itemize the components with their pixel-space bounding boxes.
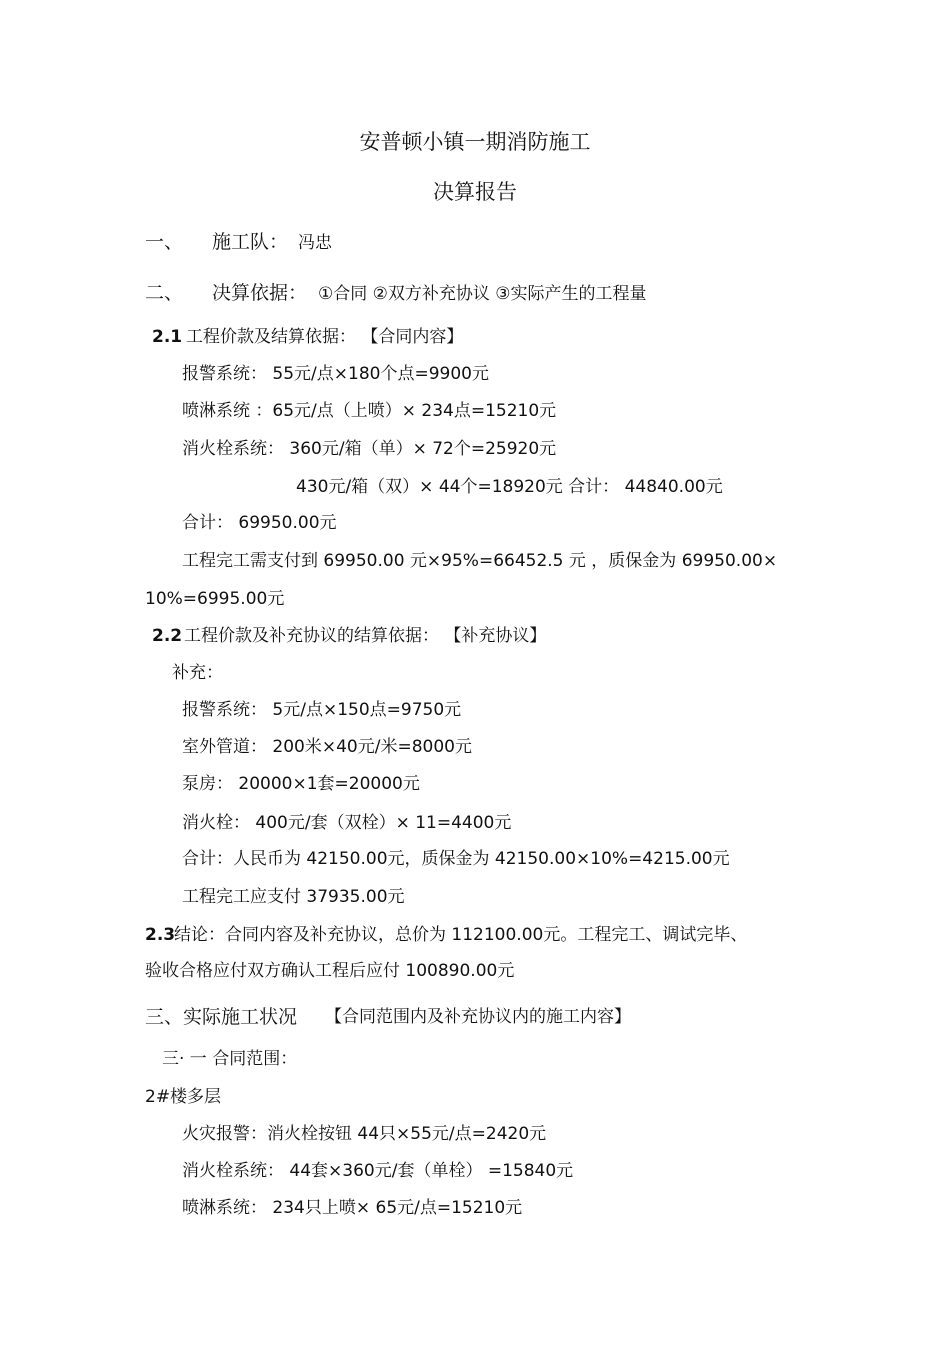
- section2-number: 二、: [145, 282, 184, 304]
- section3-heading: 三、实际施工状况: [145, 1006, 298, 1028]
- s23-line2: 验收合格应付双方确认工程后应付 100890.00元: [145, 961, 515, 981]
- s21-line: 工程完工需支付到 69950.00 元×95%=66452.5 元 ，质保金为 69950.00×: [182, 551, 778, 571]
- s21-line: 430元/箱（双）× 44个=18920元 合计： 44840.00元: [296, 477, 723, 497]
- s21-line: 合计： 69950.00元: [182, 513, 337, 533]
- s3-line: 消火栓系统： 44套×360元/套（单栓） =15840元: [182, 1161, 574, 1181]
- s3-line: 火灾报警：消火栓按钮 44只×55元/点=2420元: [182, 1124, 547, 1144]
- s21-line: 报警系统： 55元/点×180个点=9900元: [182, 364, 489, 384]
- section2-value: ①合同 ②双方补充协议 ③实际产生的工程量: [318, 284, 647, 304]
- s23-line1: 结论：合同内容及补充协议，总价为 112100.00元。工程完工、调试完毕、: [174, 925, 748, 945]
- s22-line: 泵房： 20000×1套=20000元: [182, 774, 420, 794]
- s22-line: 室外管道： 200米×40元/米=8000元: [182, 737, 472, 757]
- section3-sub: 三· 一 合同范围：: [162, 1049, 298, 1069]
- building-label: 2#楼多层: [145, 1087, 222, 1107]
- section1-value: 冯忠: [298, 233, 332, 253]
- section2-label: 决算依据：: [212, 282, 308, 304]
- s22-heading: 工程价款及补充协议的结算依据： 【补充协议】: [184, 626, 547, 646]
- section1-number: 一、: [145, 231, 184, 253]
- s21-line: 10%=6995.00元: [145, 589, 285, 609]
- section1-label: 施工队：: [212, 231, 289, 253]
- section3-bracket: 【合同范围内及补充协议内的施工内容】: [325, 1007, 631, 1027]
- s22-line: 工程完工应支付 37935.00元: [182, 887, 405, 907]
- s22-line: 合计：人民币为 42150.00元，质保金为 42150.00×10%=4215.00元: [182, 849, 730, 869]
- s21-line: 消火栓系统： 360元/箱（单）× 72个=25920元: [182, 439, 557, 459]
- s22-number: 2.2: [152, 626, 183, 646]
- s22-line: 报警系统： 5元/点×150点=9750元: [182, 700, 462, 720]
- s3-line: 喷淋系统： 234只上喷× 65元/点=15210元: [182, 1198, 523, 1218]
- document-subtitle: 决算报告: [433, 180, 517, 204]
- s23-number: 2.3: [145, 925, 176, 945]
- s22-supplement: 补充：: [172, 663, 223, 683]
- s21-number: 2.1: [152, 327, 183, 347]
- document-title: 安普顿小镇一期消防施工: [359, 130, 591, 154]
- s21-heading: 工程价款及结算依据： 【合同内容】: [186, 327, 464, 347]
- s22-line: 消火栓： 400元/套（双栓）× 11=4400元: [182, 813, 512, 833]
- s21-line: 喷淋系统 ：65元/点（上喷）× 234点=15210元: [182, 401, 557, 421]
